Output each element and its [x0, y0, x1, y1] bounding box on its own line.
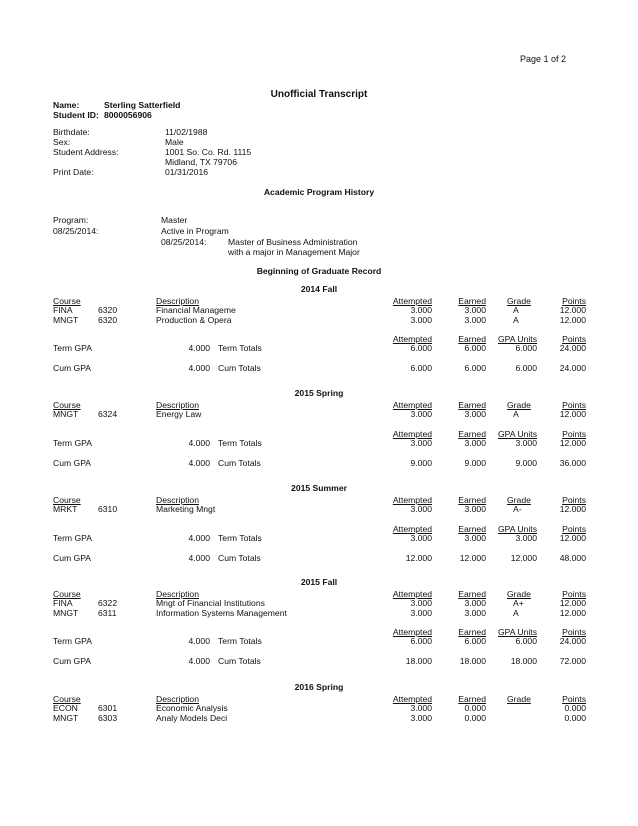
- course-number: 6320: [98, 305, 118, 316]
- totals-header-earned: Earned: [458, 626, 486, 637]
- course-number: 6320: [98, 314, 118, 325]
- col-header-course: Course: [53, 400, 81, 410]
- col-header-earned: Earned: [458, 400, 486, 410]
- course-points: 12.000: [559, 598, 586, 609]
- totals-header-gpa-units: GPA Units: [497, 333, 537, 344]
- program-date: 08/25/2014:: [53, 226, 99, 236]
- col-header-attempted: Attempted: [392, 694, 432, 704]
- col-header-description: Description: [156, 694, 199, 704]
- course-description: Information Systems Management: [156, 607, 287, 618]
- course-earned: 0.000: [464, 712, 486, 723]
- term-totals-label: Term Totals: [218, 532, 262, 543]
- course-subject: ECON: [53, 703, 78, 714]
- address-line1: 1001 So. Co. Rd. 1115: [165, 147, 252, 157]
- cum-total-earned: 9.000: [464, 457, 486, 468]
- cum-total-attempted: 12.000: [405, 552, 432, 563]
- cum-total-points: 48.000: [559, 552, 586, 563]
- totals-header-earned: Earned: [458, 428, 486, 439]
- term-totals-label: Term Totals: [218, 343, 262, 354]
- cum-total-points: 24.000: [559, 363, 586, 374]
- cum-gpa-label: Cum GPA: [53, 363, 92, 374]
- cum-gpa-value: 4.000: [188, 457, 210, 468]
- term-total-attempted: 3.000: [410, 437, 432, 448]
- term-total-earned: 3.000: [464, 532, 486, 543]
- col-header-earned: Earned: [458, 694, 486, 704]
- term-gpa-label: Term GPA: [53, 437, 92, 448]
- page-number: Page 1 of 2: [520, 54, 567, 64]
- course-description: Marketing Mngt: [156, 504, 216, 515]
- term-total-attempted: 6.000: [410, 343, 432, 354]
- term-total-attempted: 3.000: [410, 532, 432, 543]
- course-points: 12.000: [559, 504, 586, 515]
- cum-gpa-value: 4.000: [188, 656, 210, 667]
- term-total-gpa-units: 3.000: [515, 532, 537, 543]
- course-grade: A+: [513, 598, 524, 609]
- student-name: Sterling Satterfield: [104, 100, 181, 110]
- cum-total-attempted: 9.000: [410, 457, 432, 468]
- course-description: Mngt of Financial Institutions: [156, 598, 265, 609]
- term-total-gpa-units: 6.000: [515, 636, 537, 647]
- col-header-points: Points: [562, 296, 586, 306]
- course-attempted: 3.000: [410, 607, 432, 618]
- course-earned: 3.000: [464, 504, 486, 515]
- col-header-course: Course: [53, 296, 81, 306]
- plan-line1: Master of Business Administration: [228, 237, 358, 247]
- birthdate-label: Birthdate:: [53, 127, 90, 137]
- course-grade: A-: [513, 504, 522, 515]
- totals-header-gpa-units: GPA Units: [497, 428, 537, 439]
- term-total-points: 24.000: [559, 343, 586, 354]
- course-subject: MNGT: [53, 314, 79, 325]
- course-points: 12.000: [559, 607, 586, 618]
- col-header-attempted: Attempted: [392, 495, 432, 505]
- col-header-points: Points: [562, 589, 586, 599]
- course-grade: A: [513, 305, 519, 316]
- cum-total-earned: 12.000: [459, 552, 486, 563]
- term-heading: 2014 Fall: [300, 284, 338, 294]
- record-heading: Beginning of Graduate Record: [256, 266, 382, 276]
- cum-gpa-value: 4.000: [188, 552, 210, 563]
- cum-total-points: 36.000: [559, 457, 586, 468]
- cum-total-attempted: 18.000: [405, 656, 432, 667]
- plan-line2: with a major in Management Major: [228, 247, 360, 257]
- col-header-grade: Grade: [507, 589, 531, 599]
- cum-total-gpa-units: 6.000: [515, 363, 537, 374]
- term-gpa-value: 4.000: [188, 636, 210, 647]
- course-points: 12.000: [559, 409, 586, 420]
- course-earned: 0.000: [464, 703, 486, 714]
- term-total-points: 12.000: [559, 532, 586, 543]
- course-attempted: 3.000: [410, 703, 432, 714]
- course-attempted: 3.000: [410, 409, 432, 420]
- term-total-earned: 6.000: [464, 636, 486, 647]
- course-points: 12.000: [559, 305, 586, 316]
- course-earned: 3.000: [464, 598, 486, 609]
- col-header-points: Points: [562, 694, 586, 704]
- course-number: 6310: [98, 504, 118, 515]
- term-heading: 2015 Spring: [294, 388, 344, 398]
- cum-total-gpa-units: 9.000: [515, 457, 537, 468]
- cum-total-earned: 18.000: [459, 656, 486, 667]
- term-gpa-label: Term GPA: [53, 343, 92, 354]
- course-subject: MNGT: [53, 409, 79, 420]
- print-date-label: Print Date:: [53, 167, 94, 177]
- term-gpa-label: Term GPA: [53, 636, 92, 647]
- course-number: 6311: [98, 607, 117, 618]
- cum-total-gpa-units: 18.000: [510, 656, 537, 667]
- course-attempted: 3.000: [410, 712, 432, 723]
- course-grade: A: [513, 409, 519, 420]
- totals-header-attempted: Attempted: [392, 428, 432, 439]
- course-description: Production & Opera: [156, 314, 232, 325]
- term-total-earned: 3.000: [464, 437, 486, 448]
- col-header-description: Description: [156, 400, 199, 410]
- totals-header-attempted: Attempted: [392, 523, 432, 534]
- col-header-description: Description: [156, 495, 199, 505]
- course-earned: 3.000: [464, 314, 486, 325]
- col-header-description: Description: [156, 296, 199, 306]
- student-id: 8000056906: [104, 110, 152, 120]
- course-number: 6324: [98, 409, 118, 420]
- cum-total-earned: 6.000: [464, 363, 486, 374]
- term-heading: 2015 Summer: [291, 483, 347, 493]
- totals-header-points: Points: [562, 428, 586, 439]
- course-number: 6301: [98, 703, 118, 714]
- col-header-course: Course: [53, 495, 81, 505]
- course-subject: FINA: [53, 598, 73, 609]
- student-id-label: Student ID:: [53, 110, 99, 120]
- term-total-gpa-units: 6.000: [515, 343, 537, 354]
- cum-gpa-label: Cum GPA: [53, 656, 92, 667]
- course-points: 0.000: [564, 703, 586, 714]
- cum-gpa-value: 4.000: [188, 363, 210, 374]
- cum-total-points: 72.000: [559, 656, 586, 667]
- cum-totals-label: Cum Totals: [218, 656, 261, 667]
- col-header-grade: Grade: [507, 694, 531, 704]
- term-total-earned: 6.000: [464, 343, 486, 354]
- sex-label: Sex:: [53, 137, 71, 147]
- cum-gpa-label: Cum GPA: [53, 552, 92, 563]
- cum-totals-label: Cum Totals: [218, 363, 261, 374]
- course-attempted: 3.000: [410, 504, 432, 515]
- col-header-earned: Earned: [458, 296, 486, 306]
- course-description: Economic Analysis: [156, 703, 228, 714]
- course-attempted: 3.000: [410, 598, 432, 609]
- col-header-grade: Grade: [507, 495, 531, 505]
- course-description: Financial Manageme: [156, 305, 236, 316]
- term-gpa-label: Term GPA: [53, 532, 92, 543]
- course-earned: 3.000: [464, 305, 486, 316]
- col-header-points: Points: [562, 400, 586, 410]
- term-gpa-value: 4.000: [188, 437, 210, 448]
- col-header-grade: Grade: [507, 400, 531, 410]
- course-subject: MNGT: [53, 712, 79, 723]
- totals-header-attempted: Attempted: [392, 333, 432, 344]
- course-number: 6303: [98, 712, 118, 723]
- cum-total-gpa-units: 12.000: [510, 552, 537, 563]
- term-heading: 2016 Spring: [294, 682, 344, 692]
- course-attempted: 3.000: [410, 314, 432, 325]
- totals-header-gpa-units: GPA Units: [497, 523, 537, 534]
- term-totals-label: Term Totals: [218, 437, 262, 448]
- col-header-attempted: Attempted: [392, 296, 432, 306]
- totals-header-earned: Earned: [458, 333, 486, 344]
- term-total-gpa-units: 3.000: [515, 437, 537, 448]
- totals-header-points: Points: [562, 523, 586, 534]
- birthdate-value: 11/02/1988: [165, 127, 208, 137]
- course-earned: 3.000: [464, 409, 486, 420]
- course-subject: MNGT: [53, 607, 79, 618]
- address-line2: Midland, TX 79706: [165, 157, 237, 167]
- col-header-description: Description: [156, 589, 199, 599]
- sex-value: Male: [165, 137, 184, 147]
- course-grade: A: [513, 607, 519, 618]
- cum-totals-label: Cum Totals: [218, 457, 261, 468]
- col-header-attempted: Attempted: [392, 589, 432, 599]
- totals-header-attempted: Attempted: [392, 626, 432, 637]
- course-subject: MRKT: [53, 504, 78, 515]
- term-total-attempted: 6.000: [410, 636, 432, 647]
- col-header-course: Course: [53, 694, 81, 704]
- plan-date: 08/25/2014:: [161, 237, 207, 247]
- totals-header-gpa-units: GPA Units: [497, 626, 537, 637]
- term-gpa-value: 4.000: [188, 532, 210, 543]
- course-attempted: 3.000: [410, 305, 432, 316]
- course-earned: 3.000: [464, 607, 486, 618]
- totals-header-earned: Earned: [458, 523, 486, 534]
- cum-total-attempted: 6.000: [410, 363, 432, 374]
- term-totals-label: Term Totals: [218, 636, 262, 647]
- program-label: Program:: [53, 215, 89, 225]
- course-points: 0.000: [564, 712, 586, 723]
- totals-header-points: Points: [562, 626, 586, 637]
- course-description: Energy Law: [156, 409, 202, 420]
- course-grade: A: [513, 314, 519, 325]
- course-subject: FINA: [53, 305, 73, 316]
- term-total-points: 12.000: [559, 437, 586, 448]
- cum-gpa-label: Cum GPA: [53, 457, 92, 468]
- col-header-attempted: Attempted: [392, 400, 432, 410]
- col-header-points: Points: [562, 495, 586, 505]
- col-header-course: Course: [53, 589, 81, 599]
- term-gpa-value: 4.000: [188, 343, 210, 354]
- program-history-heading: Academic Program History: [263, 187, 375, 197]
- print-date-value: 01/31/2016: [165, 167, 209, 177]
- col-header-earned: Earned: [458, 589, 486, 599]
- course-description: Analy Models Deci: [156, 712, 228, 723]
- program-status: Active in Program: [161, 226, 229, 236]
- address-label: Student Address:: [53, 147, 119, 157]
- col-header-earned: Earned: [458, 495, 486, 505]
- cum-totals-label: Cum Totals: [218, 552, 261, 563]
- course-number: 6322: [98, 598, 118, 609]
- term-heading: 2015 Fall: [300, 577, 338, 587]
- name-label: Name:: [53, 100, 80, 110]
- course-points: 12.000: [559, 314, 586, 325]
- totals-header-points: Points: [562, 333, 586, 344]
- page-title: Unofficial Transcript: [270, 89, 368, 100]
- col-header-grade: Grade: [507, 296, 531, 306]
- program-value: Master: [161, 215, 188, 225]
- term-total-points: 24.000: [559, 636, 586, 647]
